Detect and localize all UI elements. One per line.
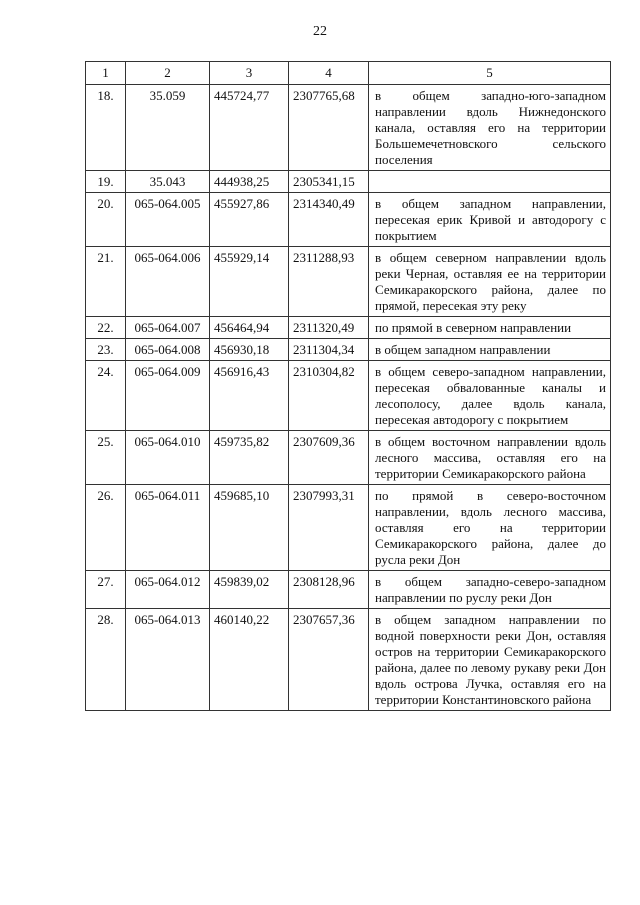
coordinate-y: 2314340,49: [289, 193, 369, 247]
coordinate-x: 444938,25: [210, 171, 289, 193]
row-number: 28.: [86, 609, 126, 711]
boundary-description: в общем западно-юго-западном направлении вдоль Нижнедонского канала, оставляя его на территории Большемечетновского сельского поселения: [369, 85, 611, 171]
boundary-description: по прямой в северном направлении: [369, 317, 611, 339]
table-row: [86, 361, 611, 431]
coordinate-x: 445724,77: [210, 85, 289, 171]
boundary-description: по прямой в северо-восточном направлении, вдоль лесного массива, оставляя его на территории Семикаракорского района, далее до русла реки Дон: [369, 485, 611, 571]
table-row: [86, 193, 611, 247]
coordinate-x: 459685,10: [210, 485, 289, 571]
boundary-points-table: [85, 61, 611, 711]
coordinate-y: 2311304,34: [289, 339, 369, 361]
point-code: 065-064.010: [126, 431, 210, 485]
boundary-description: в общем западном направлении: [369, 339, 611, 361]
coordinate-y: 2308128,96: [289, 571, 369, 609]
column-header: 4: [289, 62, 369, 85]
boundary-description: [369, 171, 611, 193]
row-number: 25.: [86, 431, 126, 485]
boundary-description: в общем западно-северо-западном направлении по руслу реки Дон: [369, 571, 611, 609]
boundary-description: в общем западном направлении по водной поверхности реки Дон, оставляя остров на территории Семикаракорского района, далее по левому рукаву реки Дон вдоль острова Лучка, оставляя его на территории Константиновского района: [369, 609, 611, 711]
boundary-description: в общем северо-западном направлении, пересекая обвалованные каналы и лесополосу, далее вдоль канала, пересекая автодорогу с покрытием: [369, 361, 611, 431]
row-number: 20.: [86, 193, 126, 247]
coordinate-x: 455929,14: [210, 247, 289, 317]
coordinate-x: 459839,02: [210, 571, 289, 609]
boundary-description: в общем западном направлении, пересекая ерик Кривой и автодорогу с покрытием: [369, 193, 611, 247]
table-row: [86, 317, 611, 339]
coordinate-x: 456464,94: [210, 317, 289, 339]
table-row: [86, 85, 611, 171]
coordinate-y: 2310304,82: [289, 361, 369, 431]
column-header: 3: [210, 62, 289, 85]
column-header: 2: [126, 62, 210, 85]
coordinate-y: 2311320,49: [289, 317, 369, 339]
row-number: 19.: [86, 171, 126, 193]
row-number: 24.: [86, 361, 126, 431]
row-number: 26.: [86, 485, 126, 571]
point-code: 065-064.005: [126, 193, 210, 247]
boundary-description: в общем северном направлении вдоль реки Черная, оставляя ее на территории Семикаракорского района, далее по прямой, пересекая эту реку: [369, 247, 611, 317]
table-row: [86, 485, 611, 571]
coordinate-y: 2307993,31: [289, 485, 369, 571]
table-row: [86, 247, 611, 317]
coordinate-x: 456930,18: [210, 339, 289, 361]
column-header: 1: [86, 62, 126, 85]
coordinate-y: 2307657,36: [289, 609, 369, 711]
point-code: 065-064.012: [126, 571, 210, 609]
point-code: 35.043: [126, 171, 210, 193]
row-number: 27.: [86, 571, 126, 609]
point-code: 065-064.008: [126, 339, 210, 361]
table-row: [86, 431, 611, 485]
row-number: 18.: [86, 85, 126, 171]
row-number: 23.: [86, 339, 126, 361]
point-code: 35.059: [126, 85, 210, 171]
point-code: 065-064.013: [126, 609, 210, 711]
point-code: 065-064.006: [126, 247, 210, 317]
coordinate-y: 2305341,15: [289, 171, 369, 193]
coordinate-x: 460140,22: [210, 609, 289, 711]
point-code: 065-064.007: [126, 317, 210, 339]
coordinate-y: 2311288,93: [289, 247, 369, 317]
coordinate-x: 456916,43: [210, 361, 289, 431]
page-number: 22: [313, 24, 327, 39]
coordinate-x: 459735,82: [210, 431, 289, 485]
table-header-row: [86, 62, 611, 85]
table-row: [86, 571, 611, 609]
point-code: 065-064.009: [126, 361, 210, 431]
column-header: 5: [369, 62, 611, 85]
coordinate-y: 2307609,36: [289, 431, 369, 485]
row-number: 21.: [86, 247, 126, 317]
boundary-description: в общем восточном направлении вдоль лесного массива, оставляя его на территории Семикаракорского района: [369, 431, 611, 485]
table-row: [86, 339, 611, 361]
point-code: 065-064.011: [126, 485, 210, 571]
coordinate-y: 2307765,68: [289, 85, 369, 171]
table-row: [86, 171, 611, 193]
table-row: [86, 609, 611, 711]
coordinate-x: 455927,86: [210, 193, 289, 247]
row-number: 22.: [86, 317, 126, 339]
